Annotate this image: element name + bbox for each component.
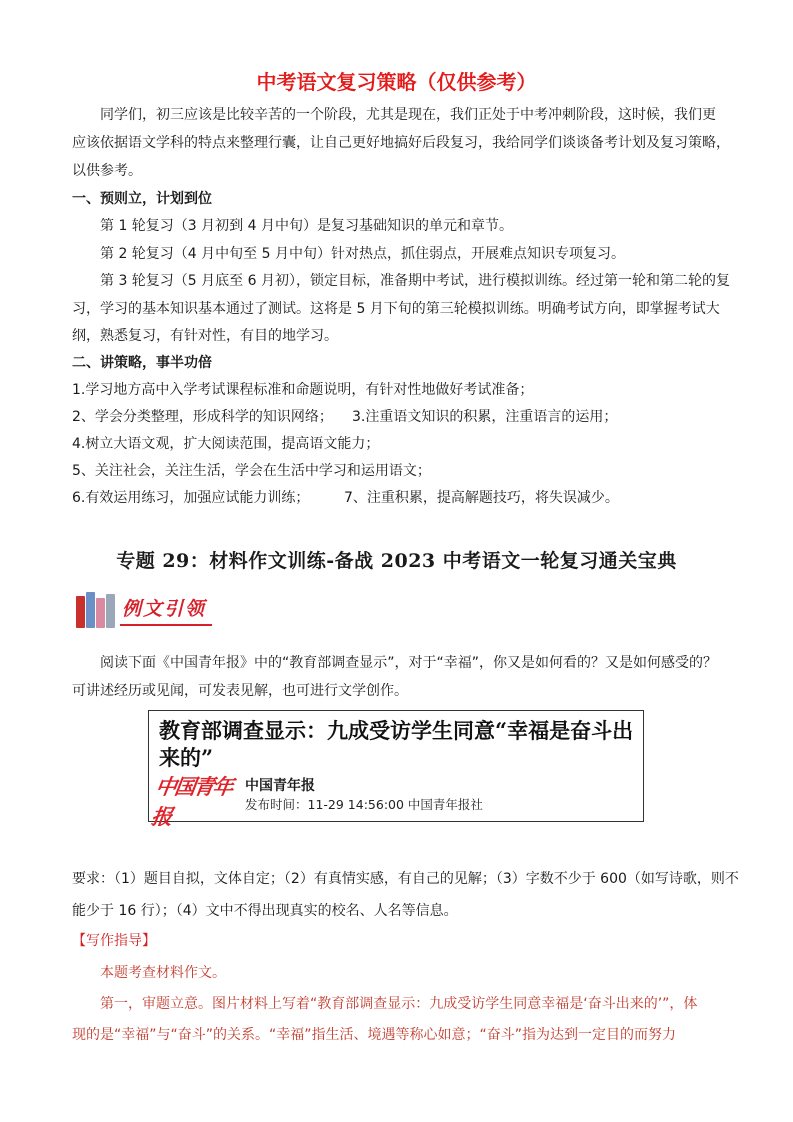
prompt-line-2: 可讲述经历或见闻，可发表见解，也可进行文学创作。 [72,683,408,699]
example-badge [76,590,216,630]
strategy-item-3: 3.注重语文知识的积累，注重语言的运用； [352,409,618,425]
guide-heading: 【写作指导】 [72,933,156,949]
requirements-line-1: 要求：（1）题目自拟，文体自定；（2）有真情实感，有自己的见解；（3）字数不少于 600（如写诗歌，则不 [72,871,739,887]
round-2-text: 第 2 轮复习（4 月中旬至 5 月中旬）针对热点，抓住弱点，开展难点知识专项复习。 [100,246,625,262]
news-headline: 教育部调查显示：九成受访学生同意“幸福是奋斗出来的” [159,718,634,770]
intro-line-3: 以供参考。 [72,163,142,179]
guide-line-2: 第一，审题立意。图片材料上写着“教育部调查显示：九成受访学生同意幸福是‘奋斗出来的’”，体 [100,996,698,1012]
strategy-item-7: 7、注重积累，提高解题技巧，将失误减少。 [344,490,619,506]
strategy-item-1: 1.学习地方高中入学考试课程标准和命题说明，有针对性地做好考试准备； [72,382,534,398]
page-title: 中考语文复习策略（仅供参考） [256,70,537,94]
guide-line-3: 现的是“幸福”与“奋斗”的关系。“幸福”指生活、境遇等称心如意；“奋斗”指为达到一定目的而努力 [72,1027,677,1043]
example-badge-label: 例文引领 [122,598,207,620]
news-published: 发布时间：11-29 14:56:00 中国青年报社 [245,797,483,812]
intro-line-2: 应该依据语文学科的特点来整理行囊，让自己更好地搞好后段复习，我给同学们谈谈备考计划及复习策略， [72,135,730,151]
strategy-item-2: 2、学会分类整理，形成科学的知识网络； [72,409,333,425]
strategy-item-6: 6.有效运用练习，加强应试能力训练； [72,490,310,506]
newspaper-logo: 中国青年报 [149,774,234,829]
strategy-item-4: 4.树立大语文观，扩大阅读范围，提高语文能力； [72,436,380,452]
topic-title: 专题 29：材料作文训练-备战 2023 中考语文一轮复习通关宝典 [116,550,677,572]
badge-underline [120,624,212,626]
round-3-line-1: 第 3 轮复习（5 月底至 6 月初），锁定目标，准备期中考试，进行模拟训练。经过第一轮和第二轮的复 [100,273,730,289]
round-1-text: 第 1 轮复习（3 月初到 4 月中旬）是复习基础知识的单元和章节。 [100,218,513,234]
strategy-item-5: 5、关注社会，关注生活，学会在生活中学习和运用语文； [72,463,431,479]
round-3-line-2: 习，学习的基本知识基本通过了测试。这将是 5 月下旬的第三轮模拟训练。明确考试方向，即掌握考试大 [72,301,720,317]
prompt-line-1: 阅读下面《中国青年报》中的“教育部调查显示”，对于“幸福”，你又是如何看的？又是如何感受的？ [100,655,718,671]
round-3-line-3: 纲，熟悉复习，有针对性，有目的地学习。 [72,328,338,344]
section-1-heading: 一、预则立，计划到位 [72,191,212,207]
guide-line-1: 本题考查材料作文。 [100,965,226,981]
section-2-heading: 二、讲策略，事半功倍 [72,355,212,371]
news-source: 中国青年报 [245,778,315,794]
books-icon [76,592,116,628]
news-clipping [148,710,644,829]
requirements-line-2: 能少于 16 行）；（4）文中不得出现真实的校名、人名等信息。 [72,903,458,919]
intro-line-1: 同学们，初三应该是比较辛苦的一个阶段，尤其是现在，我们正处于中考冲刺阶段，这时候，我们更 [100,107,716,123]
